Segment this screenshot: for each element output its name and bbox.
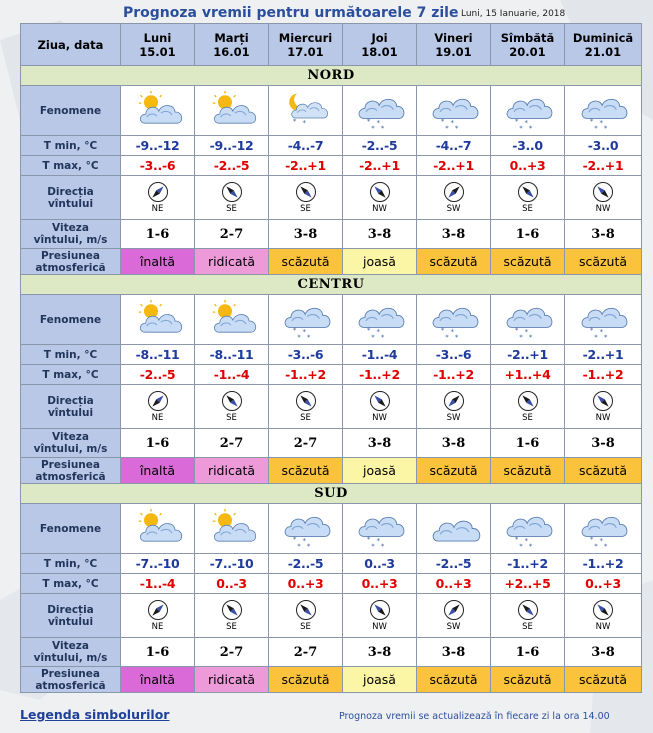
tmin-value: -3..-6 [269, 345, 343, 365]
tmin-value: -2..-5 [343, 136, 417, 156]
wind-direction-cell [343, 594, 417, 638]
svg-text:*: * [380, 332, 384, 341]
svg-text:*: * [518, 123, 523, 132]
wind-direction-label: SE [300, 204, 311, 214]
row-label-wind-direction: Direcția vîntului [21, 594, 121, 638]
wind-speed-value: 3-8 [343, 429, 417, 458]
day-date: 20.01 [509, 44, 546, 59]
svg-text:*: * [292, 116, 296, 125]
day-name: Vineri [434, 30, 473, 45]
wind-direction-cell [121, 385, 195, 429]
wind-direction-label: SE [300, 622, 311, 632]
wind-direction-cell [565, 385, 642, 429]
wind-speed-value: 1-6 [121, 220, 195, 249]
tmax-value: +1..+4 [491, 365, 565, 385]
day-name: Duminică [572, 30, 634, 45]
compass-icon [195, 181, 268, 203]
pressure-value: înaltă [121, 458, 195, 484]
svg-text:*: * [380, 541, 384, 550]
cloud-snow-icon [491, 90, 564, 132]
row-label-tmax: T max, °C [21, 365, 121, 385]
wind-direction-label: NW [372, 622, 387, 632]
tmax-value: 0..+3 [343, 574, 417, 594]
wind-direction-label: SE [300, 413, 311, 423]
wind-speed-value: 3-8 [417, 429, 491, 458]
wind-speed-value: 1-6 [121, 638, 195, 667]
wind-direction-cell [417, 594, 491, 638]
wind-direction-cell [195, 385, 269, 429]
svg-text:*: * [454, 332, 458, 341]
svg-text:*: * [306, 541, 310, 550]
svg-text:*: * [296, 541, 301, 550]
tmax-value: -1..+2 [343, 365, 417, 385]
region-header: CENTRU [21, 275, 642, 295]
svg-text:*: * [440, 325, 444, 334]
wind-direction-cell [417, 385, 491, 429]
wind-speed-value: 2-7 [269, 638, 343, 667]
compass-icon [195, 390, 268, 412]
tmin-value: -7..-10 [121, 554, 195, 574]
svg-text:*: * [366, 116, 370, 125]
compass-icon [343, 181, 416, 203]
cloud-snow-icon [269, 299, 342, 341]
svg-text:*: * [589, 534, 594, 543]
day-name: Luni [143, 30, 172, 45]
day-header [491, 24, 565, 66]
day-header [121, 24, 195, 66]
cloud-snow-icon [565, 299, 641, 341]
svg-text:*: * [450, 118, 454, 127]
tmax-value: -2..+1 [565, 156, 642, 176]
wind-direction-cell [491, 385, 565, 429]
row-label-tmax: T max, °C [21, 156, 121, 176]
compass-icon [195, 599, 268, 621]
tmin-value: -2..-5 [417, 554, 491, 574]
row-label-wind-speed: Viteza vîntului, m/s [21, 429, 121, 458]
day-date: 18.01 [361, 44, 398, 59]
weather-cell [343, 86, 417, 136]
pressure-value: scăzută [565, 458, 642, 484]
compass-icon [565, 181, 641, 203]
row-label-fenomene: Fenomene [21, 86, 121, 136]
cloud-snow-icon [343, 508, 416, 550]
tmin-value: -3..0 [565, 136, 642, 156]
tmin-value: -1..+2 [491, 554, 565, 574]
legend-link[interactable]: Legenda simbolurilor [20, 707, 170, 722]
compass-icon [121, 181, 194, 203]
weather-cell [343, 504, 417, 554]
tmax-value: 0..-3 [195, 574, 269, 594]
pressure-value: scăzută [565, 667, 642, 693]
compass-icon [269, 181, 342, 203]
svg-text:*: * [599, 118, 603, 127]
weather-cell [491, 295, 565, 345]
wind-direction-label: SW [446, 622, 461, 632]
svg-text:*: * [370, 332, 375, 341]
wind-speed-value: 3-8 [417, 638, 491, 667]
svg-text:*: * [589, 116, 594, 125]
tmax-value: -2..-5 [195, 156, 269, 176]
wind-speed-value: 1-6 [491, 429, 565, 458]
svg-text:*: * [302, 327, 306, 336]
row-label-fenomene: Fenomene [21, 504, 121, 554]
svg-text:*: * [589, 325, 594, 334]
wind-direction-cell [269, 176, 343, 220]
pressure-value: scăzută [269, 458, 343, 484]
wind-direction-cell [269, 594, 343, 638]
tmax-value: -1..+2 [269, 365, 343, 385]
wind-speed-value: 3-8 [417, 220, 491, 249]
svg-text:*: * [370, 123, 375, 132]
wind-speed-value: 3-8 [343, 220, 417, 249]
weather-cell [417, 86, 491, 136]
tmax-value: -1..+2 [565, 365, 642, 385]
tmin-value: -1..+2 [565, 554, 642, 574]
wind-direction-cell [195, 594, 269, 638]
svg-text:*: * [370, 541, 375, 550]
weather-cell [417, 504, 491, 554]
cloud-snow-icon [343, 299, 416, 341]
wind-direction-cell [565, 594, 642, 638]
svg-text:*: * [306, 332, 310, 341]
weather-cell [565, 86, 642, 136]
weather-cell [343, 295, 417, 345]
tmax-value: 0..+3 [417, 574, 491, 594]
tmax-value: 0..+3 [269, 574, 343, 594]
day-header [565, 24, 642, 66]
svg-text:*: * [524, 118, 528, 127]
cloud-snow-icon [417, 90, 490, 132]
compass-icon [121, 599, 194, 621]
wind-direction-label: SE [522, 204, 533, 214]
svg-text:*: * [292, 534, 296, 543]
compass-icon [121, 390, 194, 412]
pressure-value: scăzută [269, 249, 343, 275]
wind-direction-cell [417, 176, 491, 220]
tmax-value: -1..-4 [121, 574, 195, 594]
wind-direction-cell [343, 176, 417, 220]
svg-text:*: * [366, 325, 370, 334]
wind-direction-label: SE [226, 204, 237, 214]
weather-cell [195, 86, 269, 136]
svg-text:*: * [302, 536, 306, 545]
row-label-tmin: T min, °C [21, 554, 121, 574]
sun-cloud-icon [121, 299, 194, 341]
tmin-value: -2..+1 [491, 345, 565, 365]
tmax-value: 0..+3 [565, 574, 642, 594]
wind-direction-label: SW [446, 413, 461, 423]
wind-direction-cell [343, 385, 417, 429]
day-header [269, 24, 343, 66]
cloud-snow-icon [565, 90, 641, 132]
tmin-value: -1..-4 [343, 345, 417, 365]
day-date: 19.01 [435, 44, 472, 59]
svg-text:*: * [444, 332, 449, 341]
svg-text:*: * [603, 541, 608, 550]
svg-text:*: * [599, 327, 603, 336]
compass-icon [491, 390, 564, 412]
wind-speed-value: 1-6 [491, 220, 565, 249]
svg-text:*: * [518, 541, 523, 550]
svg-text:*: * [376, 118, 380, 127]
day-date: 17.01 [287, 44, 324, 59]
wind-direction-label: NE [151, 204, 164, 214]
wind-speed-value: 2-7 [269, 429, 343, 458]
svg-text:*: * [528, 541, 532, 550]
sun-cloud-icon [195, 299, 268, 341]
wind-speed-value: 2-7 [195, 429, 269, 458]
day-name: Marți [214, 30, 249, 45]
day-header [417, 24, 491, 66]
tmax-value: -2..+1 [417, 156, 491, 176]
issue-date: Luni, 15 Ianuarie, 2018 [461, 9, 566, 19]
wind-speed-value: 3-8 [565, 429, 642, 458]
tmin-value: -4..-7 [269, 136, 343, 156]
svg-text:*: * [514, 116, 518, 125]
wind-speed-value: 1-6 [491, 638, 565, 667]
pressure-value: înaltă [121, 667, 195, 693]
pressure-value: joasă [343, 667, 417, 693]
cloud-snow-icon [417, 299, 490, 341]
svg-text:*: * [524, 536, 528, 545]
tmin-value: -4..-7 [417, 136, 491, 156]
day-date: 15.01 [139, 44, 176, 59]
wind-direction-label: SW [446, 204, 461, 214]
wind-direction-label: NW [372, 204, 387, 214]
wind-direction-cell [121, 176, 195, 220]
tmin-value: -2..-5 [269, 554, 343, 574]
weather-cell [195, 295, 269, 345]
day-header [343, 24, 417, 66]
svg-text:*: * [594, 541, 598, 550]
wind-speed-value: 3-8 [343, 638, 417, 667]
tmin-value: -3..-6 [417, 345, 491, 365]
compass-icon [269, 599, 342, 621]
wind-direction-label: NE [151, 413, 164, 423]
forecast-table [20, 23, 642, 693]
weather-cell [565, 295, 642, 345]
sun-cloud-icon [195, 508, 268, 550]
pressure-value: joasă [343, 249, 417, 275]
wind-direction-cell [195, 176, 269, 220]
pressure-value: ridicată [195, 667, 269, 693]
svg-text:*: * [524, 327, 528, 336]
compass-icon [343, 599, 416, 621]
tmin-value: -7..-10 [195, 554, 269, 574]
update-note: Prognoza vremii se actualizează în fiecare zi la ora 14.00 [339, 711, 610, 722]
tmin-value: -3..0 [491, 136, 565, 156]
row-label-fenomene: Fenomene [21, 295, 121, 345]
svg-text:*: * [302, 118, 306, 127]
wind-speed-value: 3-8 [565, 638, 642, 667]
wind-direction-label: NW [595, 413, 611, 423]
wind-direction-cell [269, 385, 343, 429]
tmax-value: -2..-5 [121, 365, 195, 385]
day-date: 21.01 [584, 44, 622, 59]
svg-text:*: * [296, 332, 301, 341]
wind-direction-label: NE [151, 622, 164, 632]
pressure-value: înaltă [121, 249, 195, 275]
weather-cell [269, 86, 343, 136]
wind-speed-value: 3-8 [565, 220, 642, 249]
compass-icon [565, 390, 641, 412]
compass-icon [565, 599, 641, 621]
svg-text:*: * [376, 536, 380, 545]
wind-direction-cell [491, 594, 565, 638]
row-label-wind-direction: Direcția vîntului [21, 385, 121, 429]
weather-cell [417, 295, 491, 345]
wind-speed-value: 2-7 [195, 638, 269, 667]
tmin-value: -9..-12 [121, 136, 195, 156]
tmin-value: -8..-11 [195, 345, 269, 365]
svg-text:*: * [514, 325, 518, 334]
day-date: 16.01 [213, 44, 250, 59]
row-label-pressure: Presiunea atmosferică [21, 667, 121, 693]
cloud-snow-icon [491, 299, 564, 341]
tmax-value: -1..+2 [417, 365, 491, 385]
weather-cell [195, 504, 269, 554]
compass-icon [269, 390, 342, 412]
pressure-value: scăzută [565, 249, 642, 275]
cloud-icon [417, 508, 490, 550]
cloud-snow-icon [343, 90, 416, 132]
svg-text:*: * [603, 332, 608, 341]
day-header [195, 24, 269, 66]
svg-text:*: * [454, 123, 458, 132]
row-label-tmin: T min, °C [21, 136, 121, 156]
compass-icon [491, 181, 564, 203]
row-label-pressure: Presiunea atmosferică [21, 458, 121, 484]
weather-cell [121, 86, 195, 136]
pressure-value: scăzută [491, 458, 565, 484]
tmax-value: +2..+5 [491, 574, 565, 594]
weather-cell [121, 295, 195, 345]
svg-text:*: * [528, 123, 532, 132]
cloud-snow-icon [565, 508, 641, 550]
weather-cell [491, 86, 565, 136]
wind-direction-cell [491, 176, 565, 220]
pressure-value: scăzută [269, 667, 343, 693]
sun-cloud-icon [195, 90, 268, 132]
svg-text:*: * [376, 327, 380, 336]
svg-text:*: * [292, 325, 296, 334]
cloud-snow-icon [491, 508, 564, 550]
tmin-value: -2..+1 [565, 345, 642, 365]
weather-cell [121, 504, 195, 554]
cloud-snow-icon [269, 508, 342, 550]
svg-text:*: * [444, 123, 449, 132]
header-first-col: Ziua, data [21, 24, 121, 66]
weather-cell [565, 504, 642, 554]
pressure-value: ridicată [195, 249, 269, 275]
svg-text:*: * [518, 332, 523, 341]
tmax-value: -3..-6 [121, 156, 195, 176]
weather-cell [491, 504, 565, 554]
sun-cloud-icon [121, 90, 194, 132]
row-label-pressure: Presiunea atmosferică [21, 249, 121, 275]
tmin-value: -8..-11 [121, 345, 195, 365]
wind-direction-cell [121, 594, 195, 638]
compass-icon [491, 599, 564, 621]
page-title: Prognoza vremii pentru următoarele 7 zile [123, 5, 459, 21]
moon-cloud-snow-icon [269, 90, 342, 132]
wind-direction-cell [565, 176, 642, 220]
pressure-value: joasă [343, 458, 417, 484]
sun-cloud-icon [121, 508, 194, 550]
svg-text:*: * [366, 534, 370, 543]
svg-text:*: * [380, 123, 384, 132]
pressure-value: ridicată [195, 458, 269, 484]
pressure-value: scăzută [491, 249, 565, 275]
tmax-value: 0..+3 [491, 156, 565, 176]
wind-direction-label: NW [595, 204, 611, 214]
wind-direction-label: NW [595, 622, 611, 632]
compass-icon [417, 599, 490, 621]
wind-speed-value: 2-7 [195, 220, 269, 249]
wind-direction-label: SE [522, 413, 533, 423]
region-header: SUD [21, 484, 642, 504]
day-name: Joi [371, 30, 388, 45]
pressure-value: scăzută [491, 667, 565, 693]
region-header: NORD [21, 66, 642, 86]
pressure-value: scăzută [417, 249, 491, 275]
pressure-value: scăzută [417, 667, 491, 693]
svg-text:*: * [599, 536, 603, 545]
tmax-value: -2..+1 [343, 156, 417, 176]
row-label-tmax: T max, °C [21, 574, 121, 594]
svg-text:*: * [514, 534, 518, 543]
wind-direction-label: SE [522, 622, 533, 632]
wind-direction-label: SE [226, 413, 237, 423]
wind-speed-value: 1-6 [121, 429, 195, 458]
row-label-wind-speed: Viteza vîntului, m/s [21, 638, 121, 667]
compass-icon [417, 390, 490, 412]
wind-direction-label: NW [372, 413, 387, 423]
weather-cell [269, 295, 343, 345]
wind-speed-value: 3-8 [269, 220, 343, 249]
wind-direction-label: SE [226, 622, 237, 632]
tmax-value: -2..+1 [269, 156, 343, 176]
row-label-tmin: T min, °C [21, 345, 121, 365]
tmin-value: 0..-3 [343, 554, 417, 574]
svg-text:*: * [528, 332, 532, 341]
day-name: Sîmbătă [500, 30, 555, 45]
tmin-value: -9..-12 [195, 136, 269, 156]
svg-text:*: * [594, 332, 598, 341]
svg-text:*: * [603, 123, 608, 132]
compass-icon [343, 390, 416, 412]
day-name: Miercuri [278, 30, 333, 45]
svg-text:*: * [594, 123, 598, 132]
pressure-value: scăzută [417, 458, 491, 484]
svg-text:*: * [440, 116, 444, 125]
svg-text:*: * [450, 327, 454, 336]
weather-cell [269, 504, 343, 554]
tmax-value: -1..-4 [195, 365, 269, 385]
compass-icon [417, 181, 490, 203]
row-label-wind-direction: Direcția vîntului [21, 176, 121, 220]
row-label-wind-speed: Viteza vîntului, m/s [21, 220, 121, 249]
